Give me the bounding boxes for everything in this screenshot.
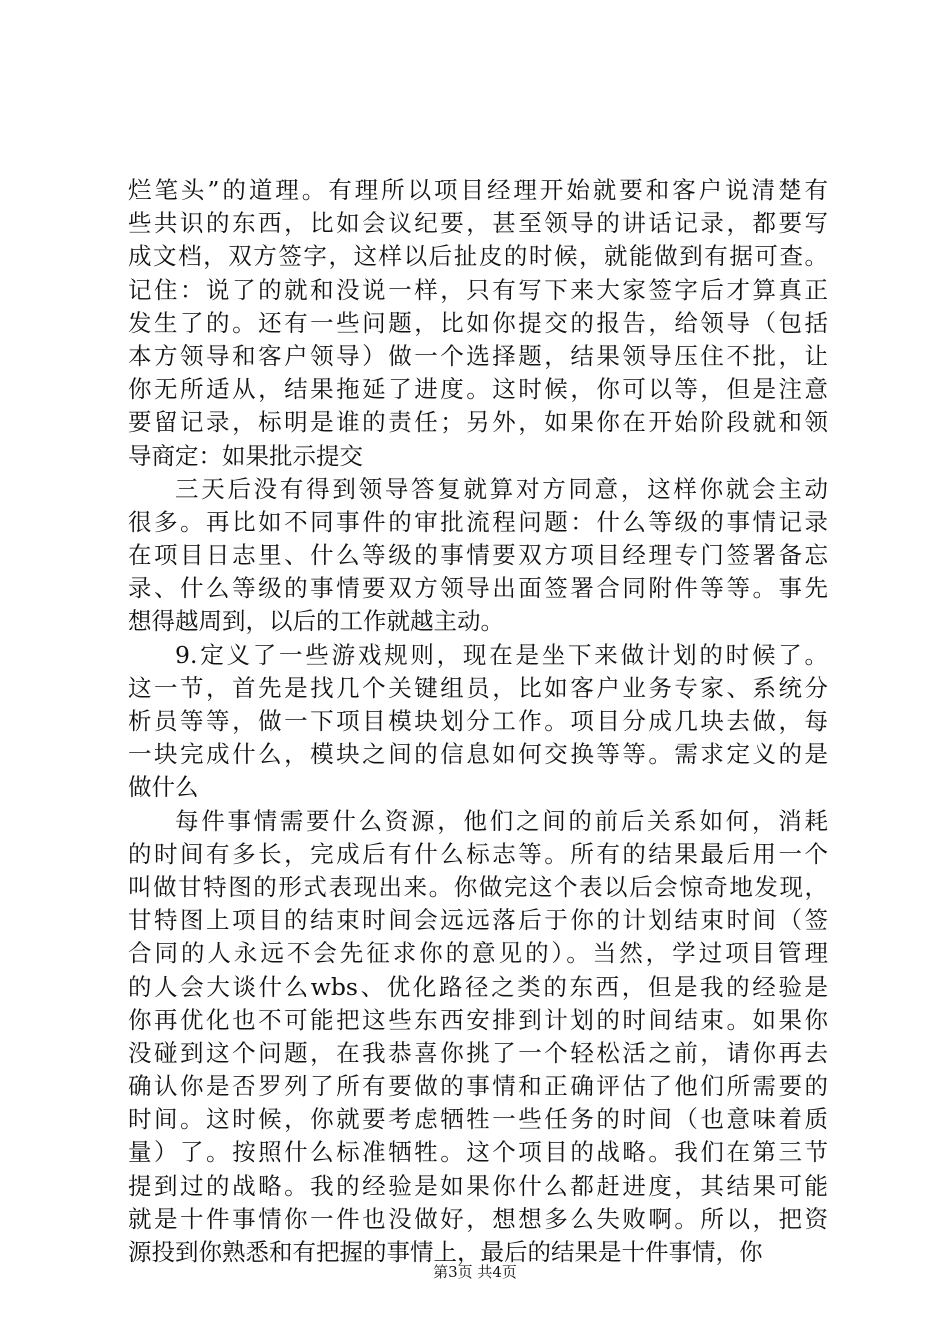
text-line: 一块完成什么，模块之间的信息如何交换等等。需求定义的是 xyxy=(128,740,828,769)
text-line: 的时间有多长，完成后有什么标志等。所有的结果最后用一个 xyxy=(128,839,828,868)
text-line: 量）了。按照什么标准牺牲。这个项目的战略。我们在第三节 xyxy=(128,1138,828,1167)
text-line: 想得越周到，以后的工作就越主动。 xyxy=(128,607,504,636)
text-line: 确认你是否罗列了所有要做的事情和正确评估了他们所需要的 xyxy=(128,1072,828,1101)
text-line: 你再优化也不可能把这些东西安排到计划的时间结束。如果你 xyxy=(128,1005,828,1034)
text-line: 没碰到这个问题，在我恭喜你挑了一个轻松活之前，请你再去 xyxy=(128,1038,828,1067)
paragraph xyxy=(128,174,828,473)
text-line: 本方领导和客户领导）做一个选择题，结果领导压住不批，让 xyxy=(128,341,828,370)
text-line: 烂笔头”的道理。有理所以项目经理开始就要和客户说清楚有 xyxy=(128,176,828,204)
text-line: 导商定：如果批示提交 xyxy=(128,441,363,470)
paragraph xyxy=(128,639,828,805)
paragraph xyxy=(128,805,828,1270)
text-line: 叫做甘特图的形式表现出来。你做完这个表以后会惊奇地发现， xyxy=(128,872,828,901)
text-line: 9.定义了一些游戏规则，现在是坐下来做计划的时候了。 xyxy=(175,640,828,669)
document-body xyxy=(128,174,828,1269)
text-line: 提到过的战略。我的经验是如果你什么都赶进度，其结果可能 xyxy=(128,1171,828,1200)
text-line: 源投到你熟悉和有把握的事情上，最后的结果是十件事情，你 xyxy=(128,1238,763,1266)
text-line: 成文档，双方签字，这样以后扯皮的时候，就能做到有据可查。 xyxy=(128,242,828,271)
text-line: 这一节，首先是找几个关键组员，比如客户业务专家、系统分 xyxy=(128,673,828,702)
text-line: 你无所适从，结果拖延了进度。这时候，你可以等，但是注意 xyxy=(128,375,828,404)
page-footer: 第3页 共4页 xyxy=(433,1263,517,1281)
text-line: 要留记录，标明是谁的责任；另外，如果你在开始阶段就和领 xyxy=(128,408,828,437)
text-line: 就是十件事情你一件也没做好，想想多么失败啊。所以，把资 xyxy=(128,1204,828,1233)
text-line: 些共识的东西，比如会议纪要，甚至领导的讲话记录，都要写 xyxy=(128,209,828,238)
text-line: 每件事情需要什么资源，他们之间的前后关系如何，消耗 xyxy=(175,806,828,835)
text-line: 发生了的。还有一些问题，比如你提交的报告，给领导（包括 xyxy=(128,308,828,337)
text-line: 录、什么等级的事情要双方领导出面签署合同附件等等。事先 xyxy=(128,574,828,603)
text-line: 析员等等，做一下项目模块划分工作。项目分成几块去做，每 xyxy=(128,707,828,735)
text-line: 甘特图上项目的结束时间会远远落后于你的计划结束时间（签 xyxy=(128,906,828,935)
text-line: 时间。这时候，你就要考虑牺牲一些任务的时间（也意味着质 xyxy=(128,1105,828,1134)
text-line: 的人会大谈什么wbs、优化路径之类的东西，但是我的经验是 xyxy=(128,972,828,1001)
paragraph xyxy=(128,473,828,639)
text-line: 合同的人永远不会先征求你的意见的）。当然，学过项目管理 xyxy=(128,939,828,968)
text-line: 三天后没有得到领导答复就算对方同意，这样你就会主动 xyxy=(175,474,828,503)
text-line: 记住：说了的就和没说一样，只有写下来大家签字后才算真正 xyxy=(128,275,828,304)
text-line: 在项目日志里、什么等级的事情要双方项目经理专门签署备忘 xyxy=(128,541,828,570)
text-line: 做什么 xyxy=(128,773,199,802)
text-line: 很多。再比如不同事件的审批流程问题：什么等级的事情记录 xyxy=(128,507,828,536)
